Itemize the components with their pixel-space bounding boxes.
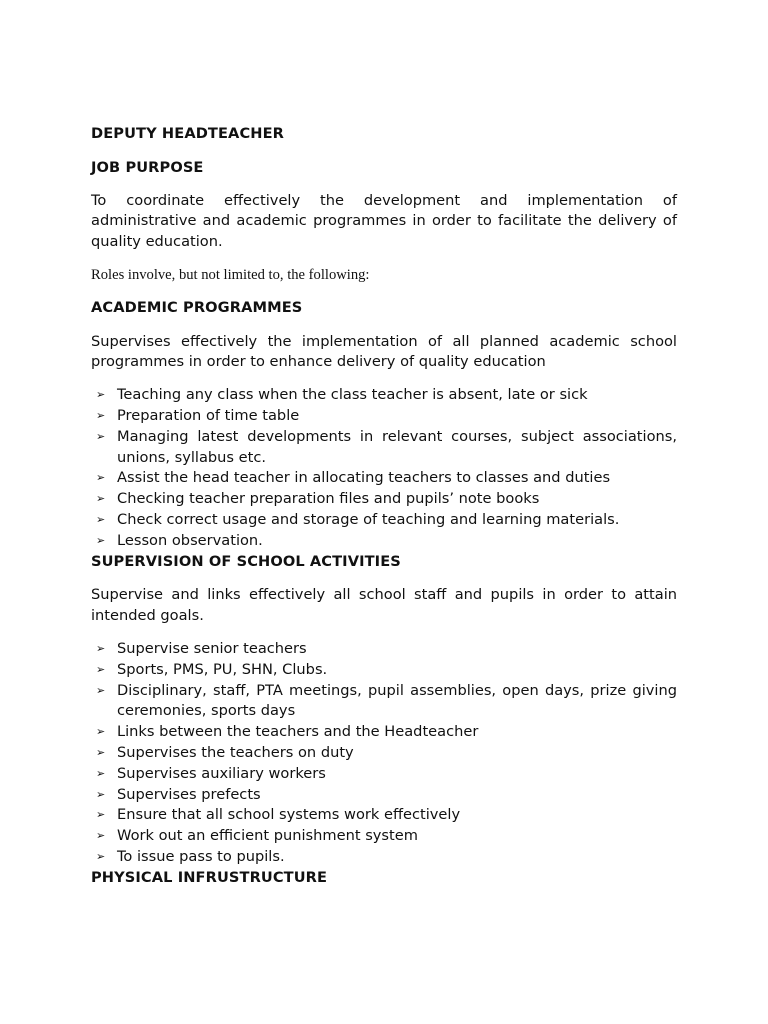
list-item	[91, 510, 677, 531]
job-purpose-heading: JOB PURPOSE	[91, 158, 204, 176]
list-item	[91, 764, 677, 785]
list-item-text: Lesson observation.	[117, 531, 263, 549]
list-item-text: Supervise senior teachers	[117, 639, 307, 657]
arrow-bullet-icon: ➢	[96, 787, 106, 801]
academic-programmes-heading: ACADEMIC PROGRAMMES	[91, 298, 303, 316]
list-item	[91, 681, 677, 723]
arrow-bullet-icon: ➢	[96, 766, 106, 780]
list-item-text: Sports, PMS, PU, SHN, Clubs.	[117, 660, 328, 678]
list-item	[91, 805, 677, 826]
list-item	[91, 743, 677, 764]
list-item	[91, 639, 677, 660]
arrow-bullet-icon: ➢	[96, 492, 106, 506]
list-item	[91, 427, 677, 469]
list-item	[91, 468, 677, 489]
list-item	[91, 722, 677, 743]
arrow-bullet-icon: ➢	[96, 683, 106, 697]
list-item-text: Supervises the teachers on duty	[117, 743, 354, 761]
list-item-text: Managing latest developments in relevant courses, subject associations, unions, syllabus etc.	[117, 427, 677, 466]
arrow-bullet-icon: ➢	[96, 408, 106, 422]
arrow-bullet-icon: ➢	[96, 429, 106, 443]
list-item-text: To issue pass to pupils.	[117, 847, 285, 865]
arrow-bullet-icon: ➢	[96, 471, 106, 485]
supervision-duties-list	[91, 639, 677, 868]
list-item-text: Teaching any class when the class teacher is absent, late or sick	[117, 386, 588, 404]
physical-infrastructure-heading: PHYSICAL INFRUSTRUCTURE	[91, 868, 328, 886]
list-item-text: Supervises auxiliary workers	[117, 764, 326, 782]
list-item	[91, 660, 677, 681]
list-item	[91, 406, 677, 427]
roles-intro: Roles involve, but not limited to, the following:	[91, 266, 370, 283]
list-item-text: Disciplinary, staff, PTA meetings, pupil assemblies, open days, prize giving ceremonies, sports days	[117, 681, 677, 720]
list-item-text: Supervises prefects	[117, 785, 261, 803]
list-item-text: Links between the teachers and the Headteacher	[117, 723, 479, 741]
arrow-bullet-icon: ➢	[96, 533, 106, 547]
supervision-text: Supervise and links effectively all school staff and pupils in order to attain intended goals.	[91, 586, 677, 625]
arrow-bullet-icon: ➢	[96, 829, 106, 843]
academic-duties-list	[91, 385, 677, 551]
list-item-text: Work out an efficient punishment system	[117, 827, 418, 845]
arrow-bullet-icon: ➢	[96, 641, 106, 655]
list-item-text: Assist the head teacher in allocating teachers to classes and duties	[117, 469, 611, 487]
arrow-bullet-icon: ➢	[96, 808, 106, 822]
arrow-bullet-icon: ➢	[96, 388, 106, 402]
job-purpose-text: To coordinate effectively the development and implementation of administrative and academic programmes in order to facilitate the delivery of quality education.	[91, 191, 677, 251]
academic-programmes-text: Supervises effectively the implementation of all planned academic school programmes in order to enhance delivery of quality education	[91, 332, 677, 371]
list-item-text: Ensure that all school systems work effectively	[117, 806, 461, 824]
supervision-heading: SUPERVISION OF SCHOOL ACTIVITIES	[91, 552, 401, 570]
list-item	[91, 826, 677, 847]
list-item	[91, 385, 677, 406]
arrow-bullet-icon: ➢	[96, 849, 106, 863]
document-title: DEPUTY HEADTEACHER	[91, 125, 284, 142]
arrow-bullet-icon: ➢	[96, 725, 106, 739]
list-item	[91, 489, 677, 510]
list-item	[91, 847, 677, 868]
list-item-text: Checking teacher preparation files and pupils’ note books	[117, 490, 540, 508]
document-page	[91, 124, 677, 889]
list-item	[91, 531, 677, 552]
list-item-text: Check correct usage and storage of teaching and learning materials.	[117, 510, 620, 528]
list-item-text: Preparation of time table	[117, 406, 300, 424]
arrow-bullet-icon: ➢	[96, 512, 106, 526]
arrow-bullet-icon: ➢	[96, 745, 106, 759]
arrow-bullet-icon: ➢	[96, 662, 106, 676]
list-item	[91, 785, 677, 806]
